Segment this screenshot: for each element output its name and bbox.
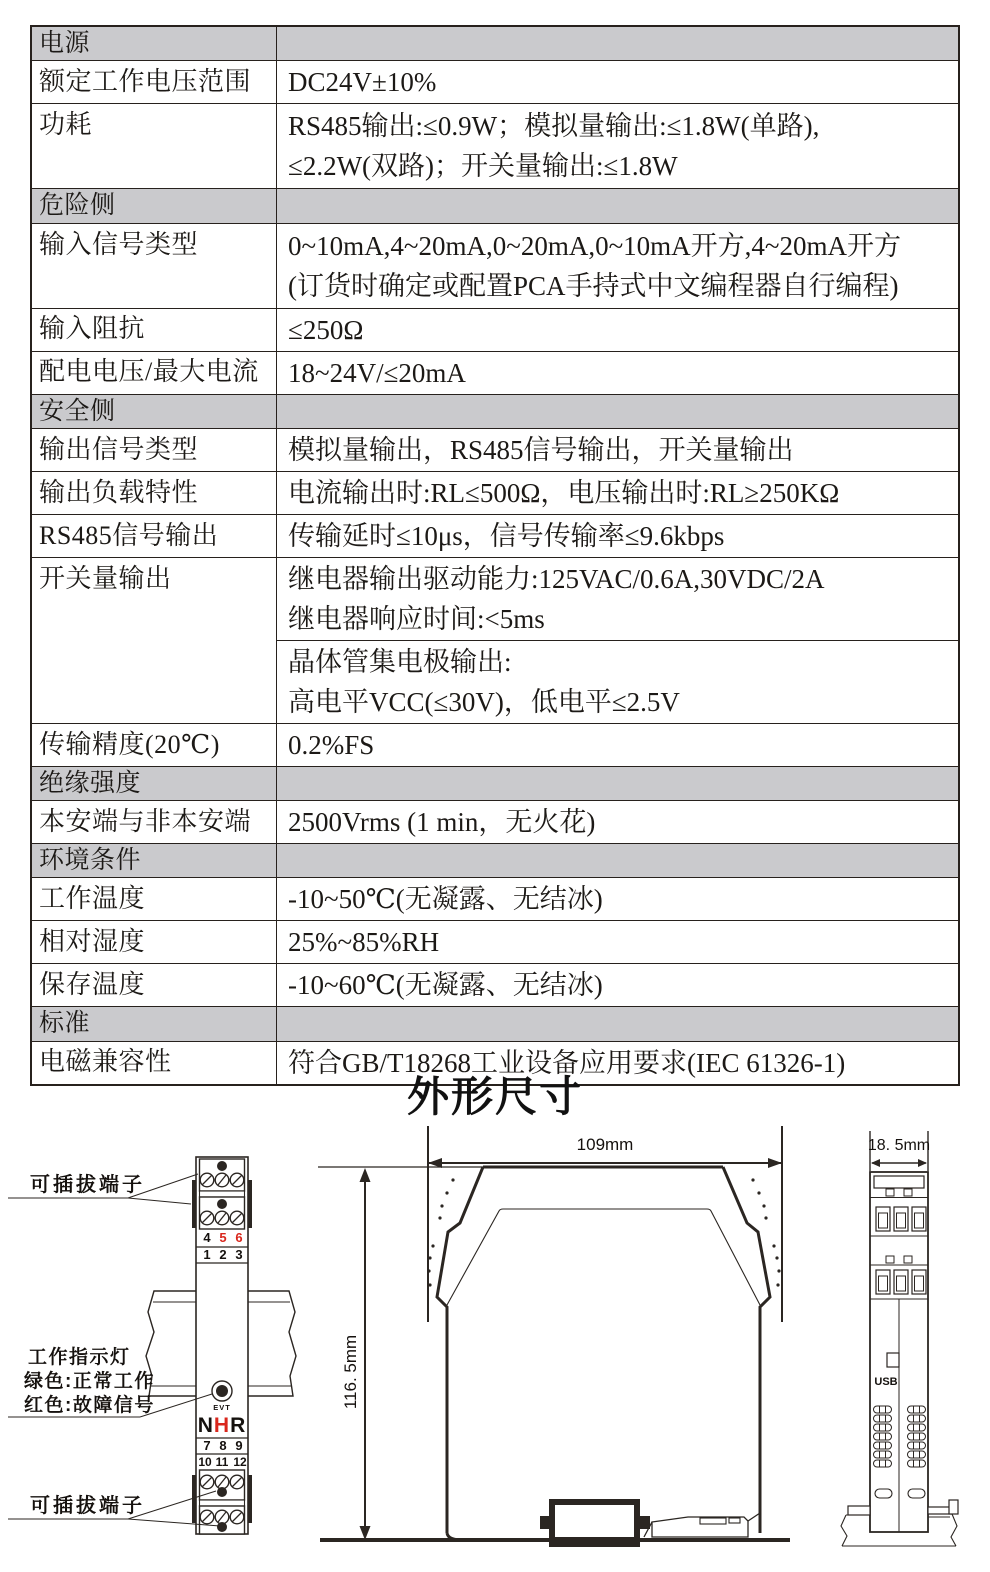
dimension-height <box>318 1167 498 1540</box>
row-label: 本安端与非本安端 <box>32 801 277 843</box>
callout-label: 可插拔端子 <box>30 1174 145 1196</box>
value-line: 继电器输出驱动能力:125VAC/0.6A,30VDC/2A <box>288 563 825 594</box>
section-label: 电源 <box>32 27 277 60</box>
row-value <box>277 309 958 351</box>
section-row <box>32 843 958 877</box>
row-value <box>277 224 958 308</box>
split-values <box>277 558 958 723</box>
callout-label: 工作指示灯 <box>28 1347 131 1368</box>
dimensions-title: 外形尺寸 <box>406 1073 583 1120</box>
spec-row <box>32 223 958 308</box>
logo-letter: N <box>197 1414 214 1437</box>
dimension-depth <box>868 1131 930 1171</box>
value-line: -10~60℃(无凝露、无结冰) <box>288 970 603 1001</box>
callout-label: 红色:故障信号 <box>24 1395 155 1416</box>
spec-row <box>32 800 958 843</box>
row-label: 输出信号类型 <box>32 429 277 471</box>
screw-icon <box>200 1211 244 1225</box>
outline-drawings <box>0 1120 990 1572</box>
spec-row <box>32 963 958 1006</box>
value-line: 晶体管集电极输出: <box>288 646 512 677</box>
spec-table <box>30 25 960 1086</box>
module-profile <box>427 1167 780 1540</box>
spec-row <box>32 308 958 351</box>
row-label: 输入信号类型 <box>32 224 277 308</box>
section-label: 安全侧 <box>32 395 277 428</box>
value-line: DC24V±10% <box>288 67 437 98</box>
spec-row <box>32 471 958 514</box>
usb-label: USB <box>874 1376 898 1388</box>
row-label: 保存温度 <box>32 964 277 1006</box>
terminal-number: 7 <box>203 1438 211 1453</box>
screw-icon <box>200 1173 244 1187</box>
section-label: 标准 <box>32 1007 277 1040</box>
row-label: 传输精度(20℃) <box>32 724 277 766</box>
section-row <box>32 188 958 222</box>
row-label: 开关量输出 <box>32 558 277 723</box>
callout-terminal-top <box>8 1172 198 1204</box>
value-line: ≤2.2W(双路)；开关量输出:≤1.8W <box>288 151 678 182</box>
section-spacer <box>277 27 958 60</box>
depth-dimension-label: 18. 5mm <box>867 1137 931 1154</box>
terminal-number: 4 <box>203 1230 211 1245</box>
row-label: RS485信号输出 <box>32 515 277 557</box>
section-spacer <box>277 1007 958 1040</box>
row-value <box>277 61 958 103</box>
value-line: -10~50℃(无凝露、无结冰) <box>288 884 603 915</box>
terminal-number: 5 <box>219 1230 227 1245</box>
pluggable-terminal-top <box>192 1159 252 1229</box>
row-value <box>277 640 958 723</box>
row-value <box>277 878 958 920</box>
led-indicator <box>212 1381 232 1412</box>
section-label: 危险侧 <box>32 189 277 222</box>
terminal-numbers-top <box>196 1230 248 1263</box>
side-view-drawing <box>318 1126 790 1547</box>
row-label: 电磁兼容性 <box>32 1042 277 1084</box>
spec-row <box>32 877 958 920</box>
row-label: 输出负载特性 <box>32 472 277 514</box>
callout-terminal-bottom <box>8 1491 220 1526</box>
dimension-width <box>428 1126 782 1322</box>
terminal-number: 2 <box>219 1247 227 1262</box>
row-label: 额定工作电压范围 <box>32 61 277 103</box>
logo-letter: R <box>230 1414 247 1437</box>
screw-icon <box>200 1475 244 1489</box>
spec-row <box>32 920 958 963</box>
spec-row <box>32 514 958 557</box>
value-line: 25%~85%RH <box>288 927 440 958</box>
terminal-number: 8 <box>219 1438 227 1453</box>
callout-indicator <box>8 1345 212 1417</box>
value-line: 18~24V/≤20mA <box>288 357 466 388</box>
terminal-number: 9 <box>235 1438 243 1453</box>
section-row <box>32 1006 958 1040</box>
value-line: ≤250Ω <box>288 314 364 345</box>
clip-latch <box>644 1513 760 1537</box>
row-label: 配电电压/最大电流 <box>32 352 277 394</box>
section-row <box>32 27 958 60</box>
row-label: 相对湿度 <box>32 921 277 963</box>
value-line: 模拟量输出，RS485信号输出，开关量输出 <box>288 434 794 465</box>
row-label: 输入阻抗 <box>32 309 277 351</box>
row-value <box>277 472 958 514</box>
section-row <box>32 766 958 800</box>
terminal-number: 10 <box>198 1455 212 1469</box>
height-dimension-label: 116. 5mm <box>341 1334 360 1410</box>
led-label: EVT <box>213 1403 231 1412</box>
value-line: RS485输出:≤0.9W；模拟量输出:≤1.8W(单路), <box>288 111 820 142</box>
terminal-number: 12 <box>233 1455 247 1469</box>
width-dimension-label: 109mm <box>576 1135 634 1154</box>
end-view-drawing <box>841 1131 958 1546</box>
terminal-number: 11 <box>215 1455 229 1469</box>
spec-row <box>32 103 958 188</box>
value-line: 电流输出时:RL≤500Ω，电压输出时:RL≥250KΩ <box>288 477 840 508</box>
section-label: 绝缘强度 <box>32 767 277 800</box>
section-spacer <box>277 767 958 800</box>
value-line: 2500Vrms (1 min，无火花) <box>288 807 596 837</box>
terminal-number: 1 <box>203 1247 211 1262</box>
row-label: 工作温度 <box>32 878 277 920</box>
section-row <box>32 394 958 428</box>
texture-dots <box>427 1178 780 1286</box>
row-value <box>277 921 958 963</box>
value-line: (订货时确定或配置PCA手持式中文编程器自行编程) <box>288 270 899 301</box>
row-value <box>277 429 958 471</box>
row-value <box>277 352 958 394</box>
row-label: 功耗 <box>32 104 277 188</box>
callout-label: 可插拔端子 <box>30 1495 145 1517</box>
nhr-logo <box>198 1414 247 1437</box>
section-spacer <box>277 395 958 428</box>
value-line: 继电器响应时间:<5ms <box>288 603 545 634</box>
terminal-numbers-bottom <box>196 1438 248 1469</box>
section-label: 环境条件 <box>32 844 277 877</box>
din-clip <box>540 1502 650 1547</box>
row-value <box>277 558 958 640</box>
row-value <box>277 104 958 188</box>
value-line: 高电平VCC(≤30V)，低电平≤2.5V <box>288 686 680 717</box>
row-value <box>277 801 958 843</box>
section-spacer <box>277 844 958 877</box>
value-line: 0.2%FS <box>288 729 375 760</box>
value-line: 传输延时≤10μs，信号传输率≤9.6kbps <box>288 520 725 551</box>
spec-row <box>32 557 958 723</box>
logo-letter: H <box>213 1414 231 1437</box>
spec-row <box>32 351 958 394</box>
spec-row <box>32 428 958 471</box>
value-line: 0~10mA,4~20mA,0~20mA,0~10mA开方,4~20mA开方 <box>288 230 902 261</box>
screw-icon <box>200 1510 244 1524</box>
terminal-number: 6 <box>235 1230 243 1245</box>
callout-label: 绿色:正常工作 <box>24 1371 155 1392</box>
row-value <box>277 724 958 766</box>
spec-row <box>32 723 958 766</box>
section-spacer <box>277 189 958 222</box>
spec-row <box>32 60 958 103</box>
row-value <box>277 515 958 557</box>
terminal-number: 3 <box>235 1247 243 1262</box>
value-line: 符合GB/T18268工业设备应用要求(IEC 61326-1) <box>288 1047 846 1078</box>
front-view-drawing <box>8 1157 296 1534</box>
row-value <box>277 964 958 1006</box>
